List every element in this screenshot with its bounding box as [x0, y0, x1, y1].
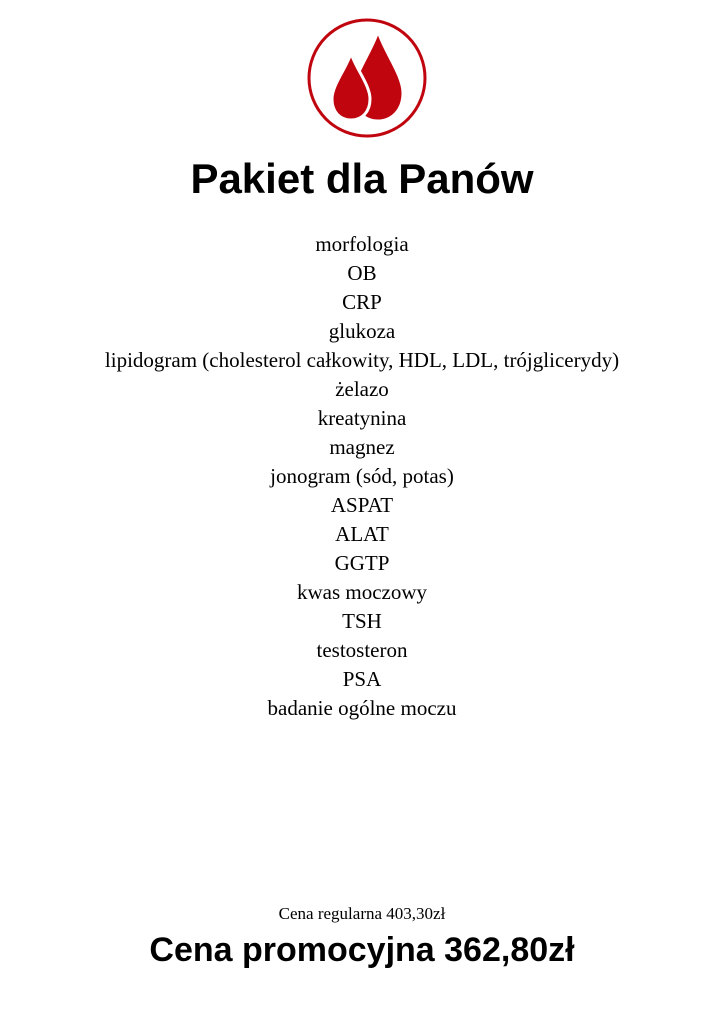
page-title: Pakiet dla Panów — [190, 155, 534, 202]
list-item: kwas moczowy — [296, 580, 428, 604]
list-item: żelazo — [335, 377, 389, 401]
list-item: magnez — [329, 435, 395, 459]
list-item: ASPAT — [330, 493, 394, 517]
list-item: GGTP — [334, 551, 390, 575]
list-item: glukoza — [328, 319, 396, 343]
list-item: badanie ogólne moczu — [267, 696, 457, 720]
promo-price: Cena promocyjna 362,80zł — [149, 931, 575, 969]
list-item: testosteron — [316, 638, 408, 662]
list-item: TSH — [342, 609, 382, 633]
blood-drops-icon — [306, 17, 428, 139]
list-item: morfologia — [315, 232, 409, 256]
list-item: jonogram (sód, potas) — [270, 464, 454, 488]
regular-price: Cena regularna 403,30zł — [278, 904, 446, 923]
blood-drops-logo — [306, 17, 428, 139]
list-item: CRP — [342, 290, 382, 314]
test-list — [0, 230, 724, 723]
list-item: PSA — [342, 667, 382, 691]
list-item: OB — [347, 261, 377, 285]
list-item: kreatynina — [317, 406, 407, 430]
list-item: ALAT — [335, 522, 389, 546]
list-item: lipidogram (cholesterol całkowity, HDL, LDL, trójglicerydy) — [104, 348, 620, 372]
